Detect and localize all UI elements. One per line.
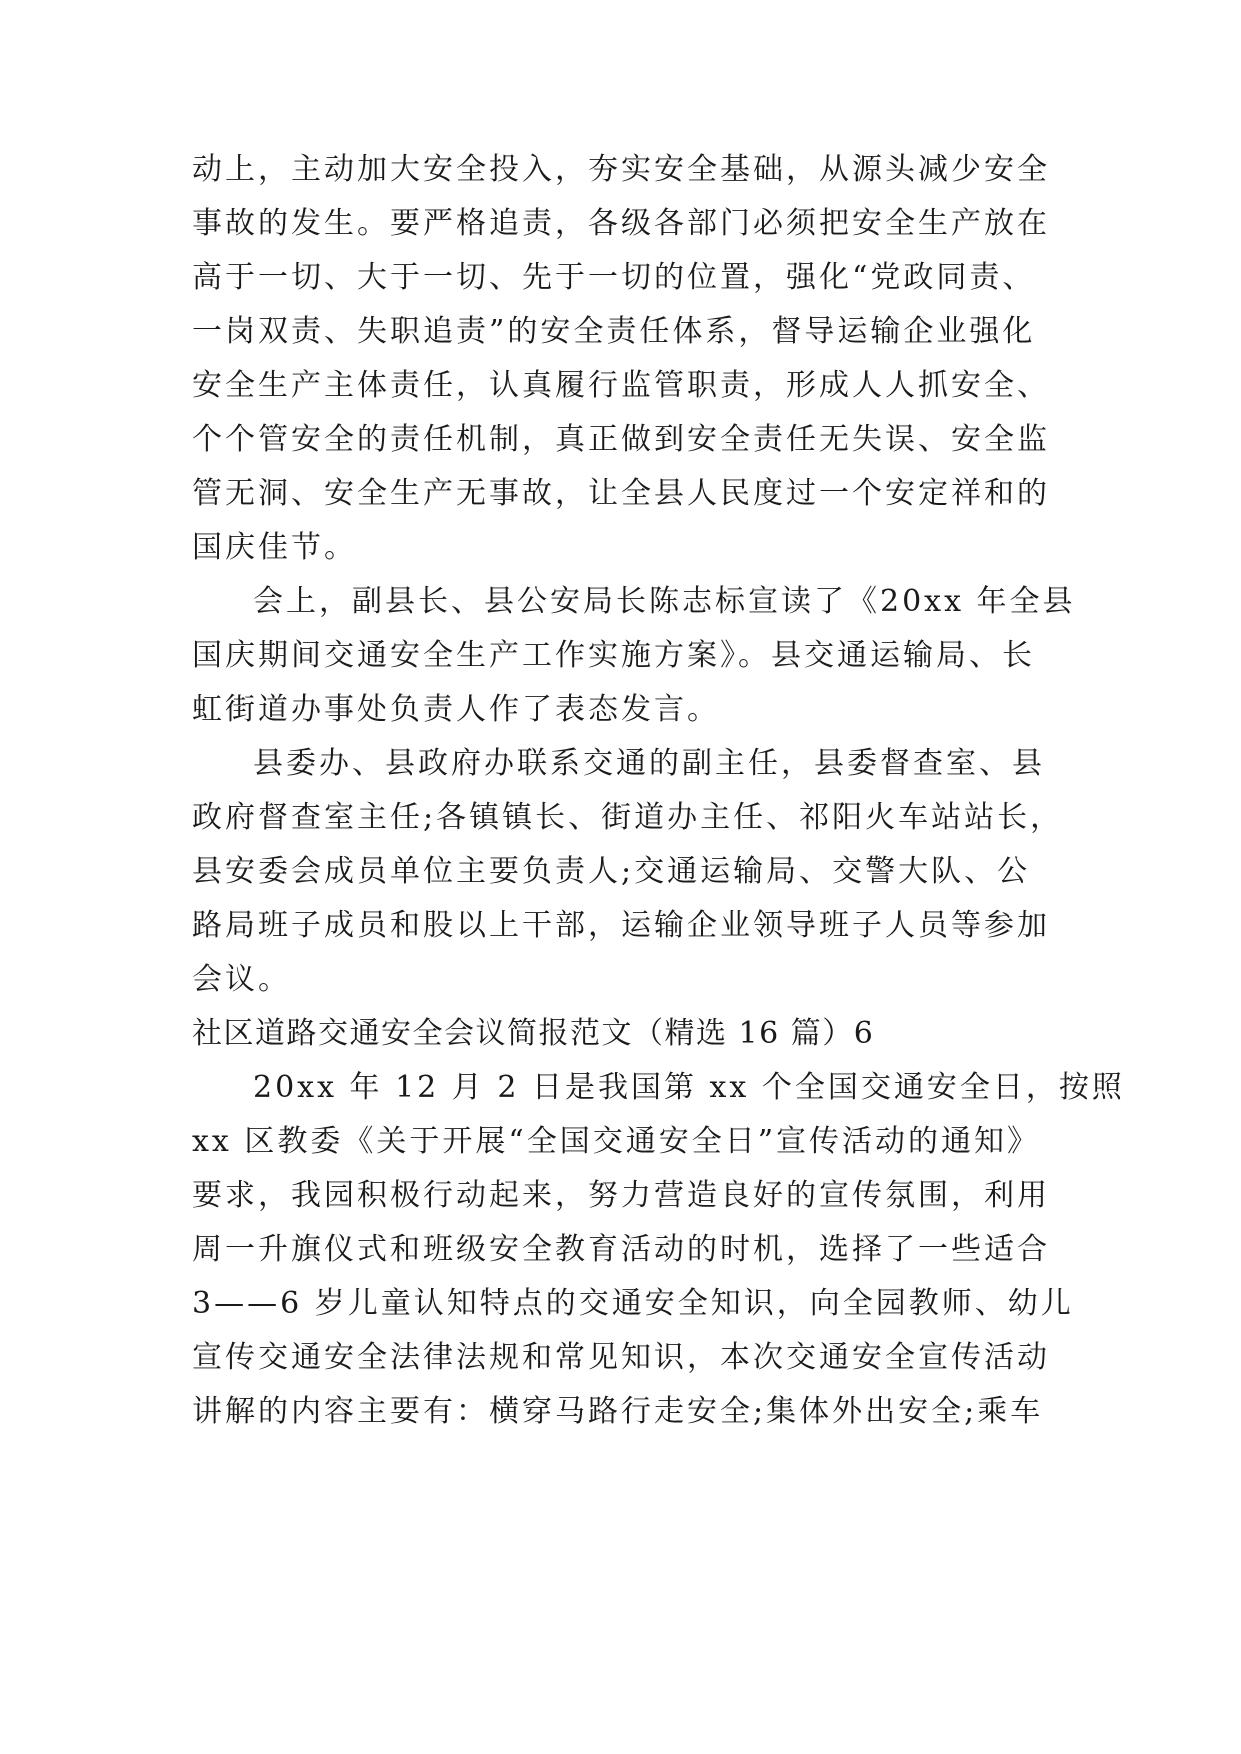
- section-heading: 社区道路交通安全会议简报范文（精选 16 篇）6: [192, 1016, 875, 1051]
- paragraph-line: 县委办、县政府办联系交通的副主任，县委督查室、县: [253, 746, 1045, 781]
- paragraph-line: 动上，主动加大安全投入，夯实安全基础，从源头减少安全: [192, 152, 1050, 187]
- paragraph-line: 会议。: [192, 962, 291, 997]
- paragraph-line: xx 区教委《关于开展“全国交通安全日”宣传活动的通知》: [192, 1124, 1041, 1159]
- paragraph-line: 虹街道办事处负责人作了表态发言。: [192, 692, 720, 727]
- paragraph-line: 周一升旗仪式和班级安全教育活动的时机，选择了一些适合: [192, 1232, 1050, 1267]
- paragraph-line: 个个管安全的责任机制，真正做到安全责任无失误、安全监: [192, 422, 1050, 457]
- paragraph-line: 管无洞、安全生产无事故，让全县人民度过一个安定祥和的: [192, 476, 1050, 511]
- paragraph-line: 会上，副县长、县公安局长陈志标宣读了《20xx 年全县: [253, 584, 1076, 619]
- paragraph-line: 事故的发生。要严格追责，各级各部门必须把安全生产放在: [192, 206, 1050, 241]
- paragraph-line: 国庆期间交通安全生产工作实施方案》。县交通运输局、长: [192, 638, 1035, 673]
- paragraph-line: 宣传交通安全法律法规和常见知识，本次交通安全宣传活动: [192, 1340, 1050, 1375]
- paragraph-line: 安全生产主体责任，认真履行监管职责，形成人人抓安全、: [192, 368, 1050, 403]
- paragraph-line: 3——6 岁儿童认知特点的交通安全知识，向全园教师、幼儿: [192, 1286, 1074, 1321]
- paragraph-line: 国庆佳节。: [192, 530, 357, 565]
- paragraph-line: 要求，我园积极行动起来，努力营造良好的宣传氛围，利用: [192, 1178, 1050, 1213]
- paragraph-line: 20xx 年 12 月 2 日是我国第 xx 个全国交通安全日，按照: [253, 1070, 1125, 1105]
- paragraph-line: 讲解的内容主要有：横穿马路行走安全;集体外出安全;乘车: [192, 1394, 1044, 1429]
- paragraph-line: 高于一切、大于一切、先于一切的位置，强化“党政同责、: [192, 260, 1036, 295]
- paragraph-line: 路局班子成员和股以上干部，运输企业领导班子人员等参加: [192, 908, 1050, 943]
- paragraph-line: 县安委会成员单位主要负责人;交通运输局、交警大队、公: [192, 854, 1031, 889]
- paragraph-line: 一岗双责、失职追责”的安全责任体系，督导运输企业强化: [192, 314, 1036, 349]
- paragraph-line: 政府督查室主任;各镇镇长、街道办主任、祁阳火车站站长，: [192, 800, 1064, 835]
